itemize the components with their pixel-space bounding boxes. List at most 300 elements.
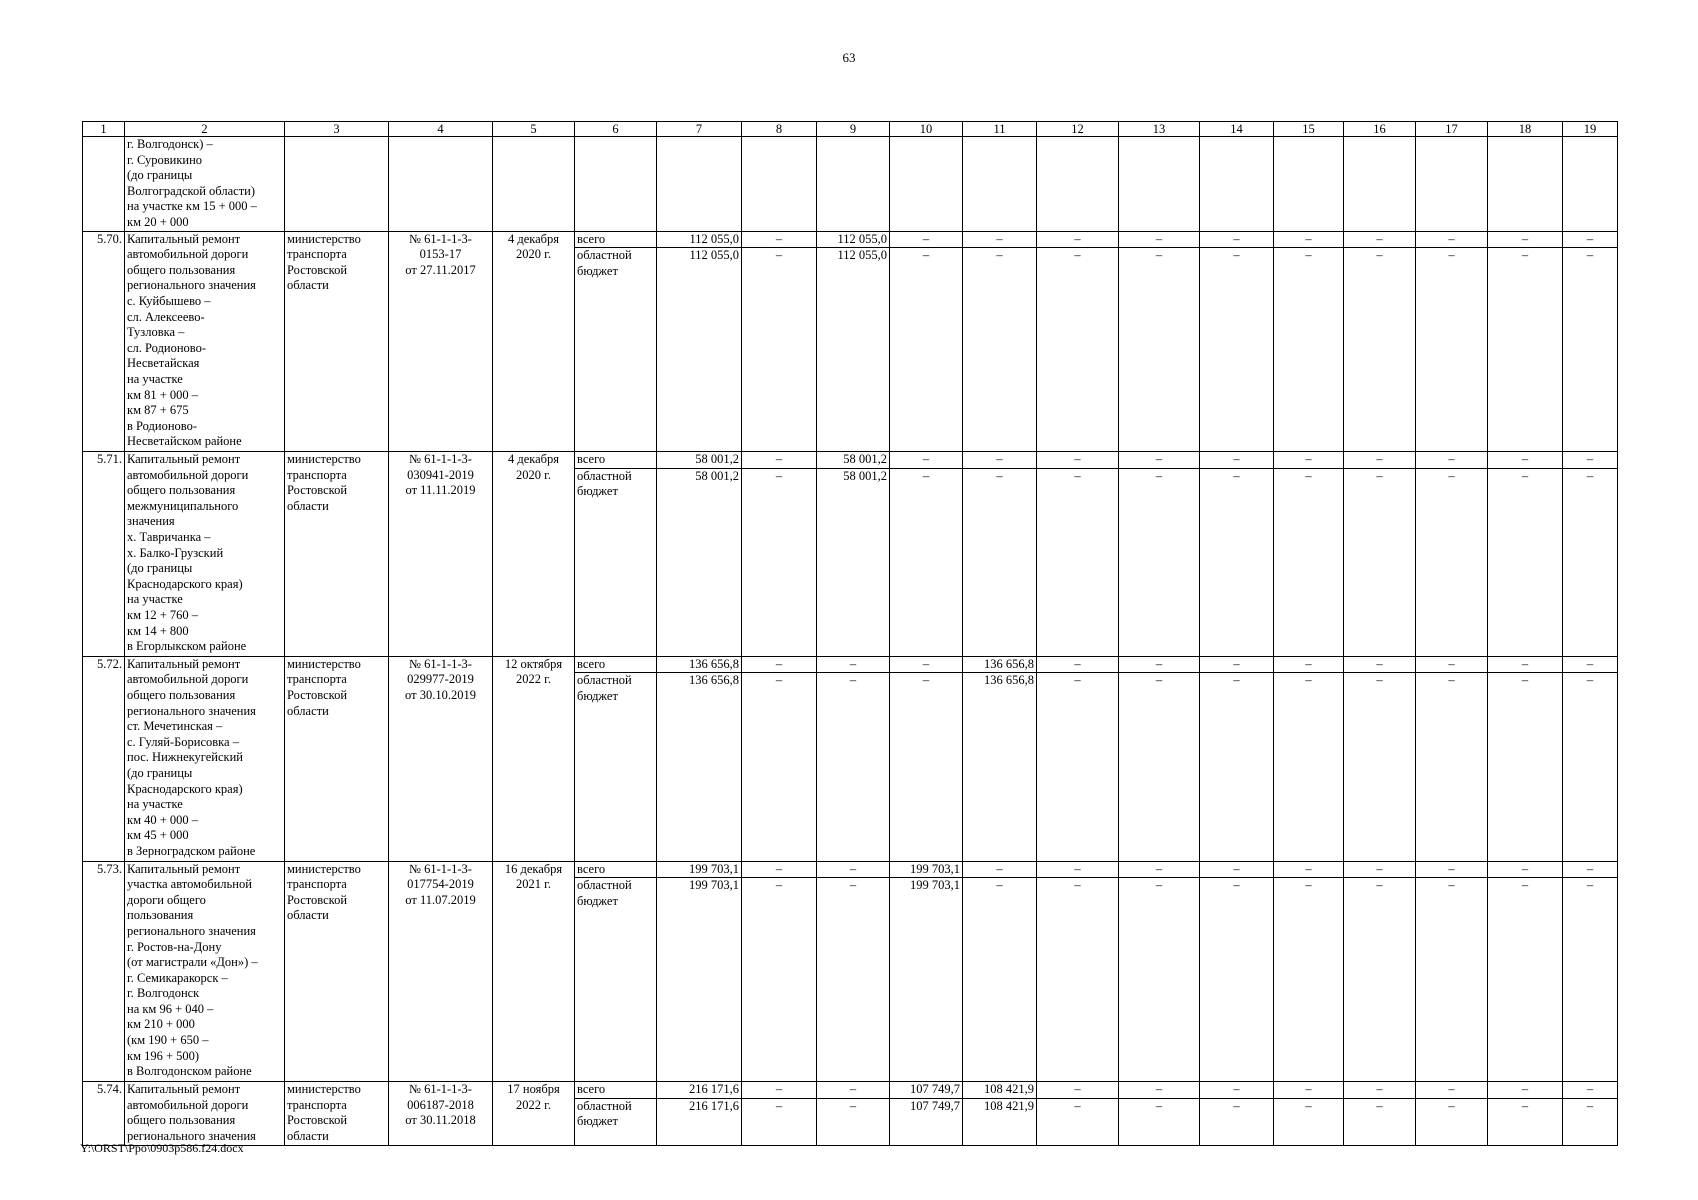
amount-cell: – xyxy=(817,1098,890,1146)
responsible-organization-line: области xyxy=(287,703,329,718)
amount-cell: – xyxy=(1344,1081,1416,1098)
funding-source-line: всего xyxy=(577,656,606,671)
amount-cell: – xyxy=(963,861,1037,878)
amount-cell: – xyxy=(1119,656,1200,673)
object-name-line: Капитальный ремонт xyxy=(127,656,241,671)
object-name-line: общего пользования xyxy=(127,483,236,498)
object-name-line: (до границы xyxy=(127,561,193,576)
amount-cell: – xyxy=(1563,1081,1618,1098)
amount-cell: – xyxy=(1488,231,1563,248)
expertise-document-line: от 30.11.2018 xyxy=(405,1113,476,1128)
amount-cell: – xyxy=(1037,468,1119,656)
object-name-line: автомобильной дороги xyxy=(127,672,249,687)
funding-source-line: бюджет xyxy=(577,688,618,703)
empty-cell xyxy=(890,137,963,232)
amount-cell: – xyxy=(1488,673,1563,861)
amount-cell: – xyxy=(1119,451,1200,468)
amount-cell: – xyxy=(1416,468,1488,656)
funding-source xyxy=(575,861,657,878)
expertise-document-line: 029977-2019 xyxy=(407,672,474,687)
object-name-line: Несветайская xyxy=(127,356,200,371)
expertise-document-line: № 61-1-1-3- xyxy=(409,656,472,671)
amount-cell: – xyxy=(1344,451,1416,468)
item-number: 5.73. xyxy=(83,861,125,1081)
amount-cell: – xyxy=(1200,878,1274,1082)
expertise-document xyxy=(389,1081,493,1145)
object-name-line: общего пользования xyxy=(127,1113,236,1128)
object-name-line: в Зерноградском районе xyxy=(127,843,256,858)
column-number: 9 xyxy=(817,122,890,137)
responsible-organization-line: министерство xyxy=(287,861,361,876)
amount-cell: – xyxy=(1200,451,1274,468)
amount-cell: – xyxy=(1344,468,1416,656)
object-name xyxy=(125,656,285,861)
amount-cell: – xyxy=(890,673,963,861)
amount-cell: – xyxy=(1274,1098,1344,1146)
amount-cell: – xyxy=(1416,861,1488,878)
amount-cell: – xyxy=(1344,1098,1416,1146)
object-name xyxy=(125,861,285,1081)
funding-source xyxy=(575,673,657,861)
object-name-line: Краснодарского края) xyxy=(127,576,243,591)
item-number: 5.72. xyxy=(83,656,125,861)
amount-cell: 108 421,9 xyxy=(963,1081,1037,1098)
expertise-document-line: от 11.07.2019 xyxy=(405,892,476,907)
item-number: 5.71. xyxy=(83,451,125,656)
expertise-document-line: № 61-1-1-3- xyxy=(409,451,472,466)
amount-cell: – xyxy=(817,1081,890,1098)
expertise-document xyxy=(389,861,493,1081)
responsible-organization-line: области xyxy=(287,498,329,513)
amount-cell: – xyxy=(817,673,890,861)
amount-cell: – xyxy=(1344,248,1416,452)
funding-source-line: бюджет xyxy=(577,893,618,908)
funding-source xyxy=(575,231,657,248)
funding-source-line: всего xyxy=(577,1081,606,1096)
expertise-document-line: № 61-1-1-3- xyxy=(409,231,472,246)
amount-cell: – xyxy=(1563,1098,1618,1146)
amount-cell: – xyxy=(742,878,817,1082)
object-name-line: км 14 + 800 xyxy=(127,623,189,638)
amount-cell: 112 055,0 xyxy=(657,248,742,452)
funding-source-line: всего xyxy=(577,861,606,876)
empty-cell xyxy=(493,137,575,232)
amount-cell: – xyxy=(1037,673,1119,861)
object-name-line: с. Куйбышево – xyxy=(127,293,211,308)
expertise-document-line: 006187-2018 xyxy=(407,1097,474,1112)
object-name-line: в Родионово- xyxy=(127,418,198,433)
column-number: 13 xyxy=(1119,122,1200,137)
amount-cell: – xyxy=(1200,1081,1274,1098)
object-name-line: в Волгодонском районе xyxy=(127,1064,252,1079)
responsible-organization-line: области xyxy=(287,908,329,923)
table-row xyxy=(83,231,1618,248)
amount-cell: – xyxy=(1563,248,1618,452)
amount-cell: – xyxy=(890,248,963,452)
amount-cell: – xyxy=(963,878,1037,1082)
completion-date xyxy=(493,231,575,451)
amount-cell: – xyxy=(1037,878,1119,1082)
object-name-line: Краснодарского края) xyxy=(127,781,243,796)
object-name-line: регионального значения xyxy=(127,278,256,293)
column-number: 11 xyxy=(963,122,1037,137)
continued-object-name-line: на участке км 15 + 000 – xyxy=(127,199,257,214)
object-name-line: с. Гуляй-Борисовка – xyxy=(127,734,239,749)
funding-source-line: бюджет xyxy=(577,484,618,499)
expertise-document-line: от 11.11.2019 xyxy=(405,483,476,498)
funding-source xyxy=(575,1081,657,1098)
completion-date-line: 12 октября xyxy=(504,656,563,671)
amount-cell: 108 421,9 xyxy=(963,1098,1037,1146)
column-number: 5 xyxy=(493,122,575,137)
amount-cell: 107 749,7 xyxy=(890,1098,963,1146)
object-name-line: (от магистрали «Дон») – xyxy=(127,955,258,970)
responsible-organization-line: транспорта xyxy=(287,1097,347,1112)
amount-cell: – xyxy=(1416,248,1488,452)
amount-cell: 112 055,0 xyxy=(817,231,890,248)
object-name-line: Тузловка – xyxy=(127,325,185,340)
amount-cell: – xyxy=(963,231,1037,248)
column-number: 19 xyxy=(1563,122,1618,137)
object-name-line: км 210 + 000 xyxy=(127,1017,195,1032)
object-name-line: регионального значения xyxy=(127,1128,256,1143)
funding-source-line: областной xyxy=(577,673,632,688)
responsible-organization-line: министерство xyxy=(287,231,361,246)
table-row xyxy=(83,656,1618,673)
amount-cell: – xyxy=(742,231,817,248)
amount-cell: – xyxy=(1119,248,1200,452)
column-number: 12 xyxy=(1037,122,1119,137)
amount-cell: – xyxy=(1274,1081,1344,1098)
amount-cell: – xyxy=(1563,878,1618,1082)
table-row xyxy=(83,861,1618,878)
responsible-organization-line: министерство xyxy=(287,656,361,671)
object-name-line: (до границы xyxy=(127,765,193,780)
expertise-document-line: от 27.11.2017 xyxy=(405,262,476,277)
object-name-line: Капитальный ремонт xyxy=(127,1081,241,1096)
amount-cell: – xyxy=(1563,451,1618,468)
amount-cell: 58 001,2 xyxy=(657,468,742,656)
expertise-document-line: 0153-17 xyxy=(419,247,462,262)
funding-source xyxy=(575,468,657,656)
responsible-organization-line: транспорта xyxy=(287,672,347,687)
column-number: 4 xyxy=(389,122,493,137)
funding-source xyxy=(575,451,657,468)
amount-cell: – xyxy=(1200,861,1274,878)
amount-cell: 58 001,2 xyxy=(657,451,742,468)
amount-cell: – xyxy=(1037,1098,1119,1146)
item-number: 5.70. xyxy=(83,231,125,451)
column-number: 3 xyxy=(285,122,389,137)
completion-date-line: 2022 г. xyxy=(516,1097,551,1112)
responsible-organization-line: транспорта xyxy=(287,877,347,892)
object-name-line: пос. Нижнекугейский xyxy=(127,750,243,765)
amount-cell: – xyxy=(1563,231,1618,248)
amount-cell: – xyxy=(742,468,817,656)
completion-date-line: 17 ноября xyxy=(507,1081,560,1096)
amount-cell: – xyxy=(742,656,817,673)
budget-table xyxy=(82,121,1618,1146)
continued-object-name-line: г. Волгодонск) – xyxy=(127,137,213,151)
amount-cell: – xyxy=(890,451,963,468)
object-name-line: сл. Алексеево- xyxy=(127,309,205,324)
amount-cell: 136 656,8 xyxy=(657,656,742,673)
object-name-line: автомобильной дороги xyxy=(127,1097,249,1112)
completion-date-line: 4 декабря xyxy=(507,231,560,246)
responsible-organization xyxy=(285,451,389,656)
responsible-organization xyxy=(285,861,389,1081)
expertise-document xyxy=(389,656,493,861)
amount-cell: – xyxy=(1488,451,1563,468)
amount-cell: – xyxy=(963,248,1037,452)
object-name-line: на участке xyxy=(127,371,183,386)
amount-cell: – xyxy=(1416,673,1488,861)
object-name-line: ст. Мечетинская – xyxy=(127,719,223,734)
continuation-row xyxy=(83,137,1618,232)
object-name-line: Капитальный ремонт xyxy=(127,451,241,466)
empty-cell xyxy=(1119,137,1200,232)
amount-cell: – xyxy=(742,248,817,452)
funding-source-line: областной xyxy=(577,1098,632,1113)
empty-cell xyxy=(963,137,1037,232)
responsible-organization-line: Ростовской xyxy=(287,892,348,907)
column-number: 15 xyxy=(1274,122,1344,137)
responsible-organization-line: области xyxy=(287,1128,329,1143)
expertise-document-line: 030941-2019 xyxy=(407,467,474,482)
funding-source xyxy=(575,878,657,1082)
responsible-organization-line: области xyxy=(287,278,329,293)
item-number: 5.74. xyxy=(83,1081,125,1145)
amount-cell: 58 001,2 xyxy=(817,468,890,656)
object-name-line: на участке xyxy=(127,797,183,812)
amount-cell: – xyxy=(1488,861,1563,878)
responsible-organization-line: министерство xyxy=(287,451,361,466)
object-name-line: км 45 + 000 xyxy=(127,828,189,843)
object-name-line: общего пользования xyxy=(127,262,236,277)
amount-cell: – xyxy=(1037,248,1119,452)
object-name-line: Несветайском районе xyxy=(127,434,242,449)
expertise-document-line: № 61-1-1-3- xyxy=(409,861,472,876)
responsible-organization-line: Ростовской xyxy=(287,1113,348,1128)
amount-cell: – xyxy=(1274,451,1344,468)
table-row xyxy=(83,1081,1618,1098)
amount-cell: – xyxy=(1488,468,1563,656)
amount-cell: – xyxy=(1344,878,1416,1082)
column-number: 18 xyxy=(1488,122,1563,137)
amount-cell: – xyxy=(1488,248,1563,452)
completion-date xyxy=(493,1081,575,1145)
amount-cell: – xyxy=(1488,878,1563,1082)
responsible-organization-line: министерство xyxy=(287,1081,361,1096)
empty-cell xyxy=(1344,137,1416,232)
table-row xyxy=(83,451,1618,468)
empty-cell xyxy=(1200,137,1274,232)
amount-cell: – xyxy=(1274,861,1344,878)
object-name xyxy=(125,451,285,656)
object-name-line: автомобильной дороги xyxy=(127,467,249,482)
continued-object-name-line: Волгоградской области) xyxy=(127,183,256,198)
object-name-line: в Егорлыкском районе xyxy=(127,639,247,654)
amount-cell: – xyxy=(1119,468,1200,656)
funding-source-line: бюджет xyxy=(577,263,618,278)
object-name-line: г. Семикаракорск – xyxy=(127,970,228,985)
amount-cell: – xyxy=(1200,248,1274,452)
responsible-organization-line: транспорта xyxy=(287,247,347,262)
object-name-line: г. Ростов-на-Дону xyxy=(127,939,222,954)
object-name-line: Капитальный ремонт xyxy=(127,231,241,246)
funding-source-line: областной xyxy=(577,248,632,263)
empty-cell xyxy=(285,137,389,232)
object-name-line: км 81 + 000 – xyxy=(127,387,199,402)
object-name-line: х. Балко-Грузский xyxy=(127,545,224,560)
amount-cell: – xyxy=(1119,1098,1200,1146)
amount-cell: – xyxy=(890,231,963,248)
amount-cell: – xyxy=(1200,656,1274,673)
object-name-line: км 12 + 760 – xyxy=(127,607,199,622)
amount-cell: – xyxy=(1344,656,1416,673)
amount-cell: – xyxy=(742,1081,817,1098)
object-name-line: участка автомобильной xyxy=(127,877,252,892)
amount-cell: – xyxy=(742,861,817,878)
amount-cell: 136 656,8 xyxy=(657,673,742,861)
object-name-line: км 87 + 675 xyxy=(127,403,189,418)
object-name-line: на участке xyxy=(127,592,183,607)
amount-cell: – xyxy=(1416,231,1488,248)
amount-cell: – xyxy=(1037,451,1119,468)
column-number: 2 xyxy=(125,122,285,137)
amount-cell: – xyxy=(1037,656,1119,673)
funding-source-line: областной xyxy=(577,468,632,483)
funding-source-line: областной xyxy=(577,878,632,893)
file-path-footer: Y:\ORST\Ppo\0903p586.f24.docx xyxy=(80,1141,244,1155)
object-name-line: на км 96 + 040 – xyxy=(127,1001,214,1016)
amount-cell: – xyxy=(1563,861,1618,878)
continued-object-name-line: г. Суровикино xyxy=(127,152,203,167)
expertise-document-line: 017754-2019 xyxy=(407,877,474,892)
object-name-line: х. Тавричанка – xyxy=(127,529,211,544)
empty-cell xyxy=(575,137,657,232)
amount-cell: – xyxy=(1344,861,1416,878)
funding-source-line: всего xyxy=(577,231,606,246)
empty-cell xyxy=(1488,137,1563,232)
object-name-line: межмуниципального xyxy=(127,498,239,513)
funding-source xyxy=(575,656,657,673)
amount-cell: – xyxy=(1563,656,1618,673)
empty-cell xyxy=(83,137,125,232)
amount-cell: – xyxy=(1344,673,1416,861)
amount-cell: 112 055,0 xyxy=(817,248,890,452)
amount-cell: – xyxy=(1037,231,1119,248)
completion-date-line: 4 декабря xyxy=(507,451,560,466)
empty-cell xyxy=(1037,137,1119,232)
amount-cell: 136 656,8 xyxy=(963,673,1037,861)
amount-cell: 216 171,6 xyxy=(657,1098,742,1146)
amount-cell: – xyxy=(1416,1098,1488,1146)
amount-cell: – xyxy=(1200,673,1274,861)
amount-cell: – xyxy=(1416,656,1488,673)
column-number: 10 xyxy=(890,122,963,137)
column-number: 8 xyxy=(742,122,817,137)
amount-cell: – xyxy=(1119,673,1200,861)
amount-cell: – xyxy=(1563,673,1618,861)
amount-cell: – xyxy=(1488,1081,1563,1098)
funding-source-line: бюджет xyxy=(577,1114,618,1129)
amount-cell: – xyxy=(1416,451,1488,468)
amount-cell: – xyxy=(963,468,1037,656)
object-name-line: г. Волгодонск xyxy=(127,986,200,1001)
empty-cell xyxy=(742,137,817,232)
amount-cell: – xyxy=(817,656,890,673)
responsible-organization-line: транспорта xyxy=(287,467,347,482)
expertise-document-line: № 61-1-1-3- xyxy=(409,1081,472,1096)
object-name-line: общего пользования xyxy=(127,687,236,702)
object-name-line: пользования xyxy=(127,908,194,923)
completion-date-line: 16 декабря xyxy=(504,861,563,876)
continued-object-name-line: км 20 + 000 xyxy=(127,214,189,229)
completion-date xyxy=(493,451,575,656)
empty-cell xyxy=(1563,137,1618,232)
completion-date-line: 2021 г. xyxy=(516,877,551,892)
amount-cell: – xyxy=(1037,1081,1119,1098)
amount-cell: – xyxy=(1274,656,1344,673)
amount-cell: – xyxy=(1274,468,1344,656)
amount-cell: 199 703,1 xyxy=(657,861,742,878)
object-name-line: регионального значения xyxy=(127,703,256,718)
amount-cell: – xyxy=(1344,231,1416,248)
continued-object-name-line: (до границы xyxy=(127,168,193,183)
column-number-row xyxy=(83,122,1618,137)
empty-cell xyxy=(389,137,493,232)
object-name-line: значения xyxy=(127,514,175,529)
column-number: 16 xyxy=(1344,122,1416,137)
amount-cell: 112 055,0 xyxy=(657,231,742,248)
object-name-line: (км 190 + 650 – xyxy=(127,1033,209,1048)
object-name-line: Капитальный ремонт xyxy=(127,861,241,876)
amount-cell: – xyxy=(1416,878,1488,1082)
page-number: 63 xyxy=(842,50,856,65)
object-name-line: км 40 + 000 – xyxy=(127,812,199,827)
amount-cell: – xyxy=(1119,231,1200,248)
object-name-line: км 196 + 500) xyxy=(127,1048,200,1063)
completion-date-line: 2020 г. xyxy=(516,467,551,482)
column-number: 14 xyxy=(1200,122,1274,137)
responsible-organization xyxy=(285,231,389,451)
amount-cell: – xyxy=(1119,1081,1200,1098)
amount-cell: – xyxy=(1119,861,1200,878)
continued-object-name xyxy=(125,137,285,232)
amount-cell: – xyxy=(1200,231,1274,248)
funding-source xyxy=(575,248,657,452)
amount-cell: – xyxy=(817,861,890,878)
object-name-line: регионального значения xyxy=(127,923,256,938)
expertise-document xyxy=(389,231,493,451)
amount-cell: – xyxy=(817,878,890,1082)
amount-cell: – xyxy=(1119,878,1200,1082)
amount-cell: 216 171,6 xyxy=(657,1081,742,1098)
amount-cell: 58 001,2 xyxy=(817,451,890,468)
responsible-organization-line: Ростовской xyxy=(287,262,348,277)
empty-cell xyxy=(1274,137,1344,232)
amount-cell: – xyxy=(1488,1098,1563,1146)
amount-cell: 199 703,1 xyxy=(657,878,742,1082)
object-name-line: сл. Родионово- xyxy=(127,340,207,355)
column-number: 7 xyxy=(657,122,742,137)
amount-cell: – xyxy=(742,673,817,861)
object-name-line: дороги общего xyxy=(127,892,206,907)
amount-cell: 107 749,7 xyxy=(890,1081,963,1098)
amount-cell: – xyxy=(1563,468,1618,656)
funding-source-line: всего xyxy=(577,451,606,466)
